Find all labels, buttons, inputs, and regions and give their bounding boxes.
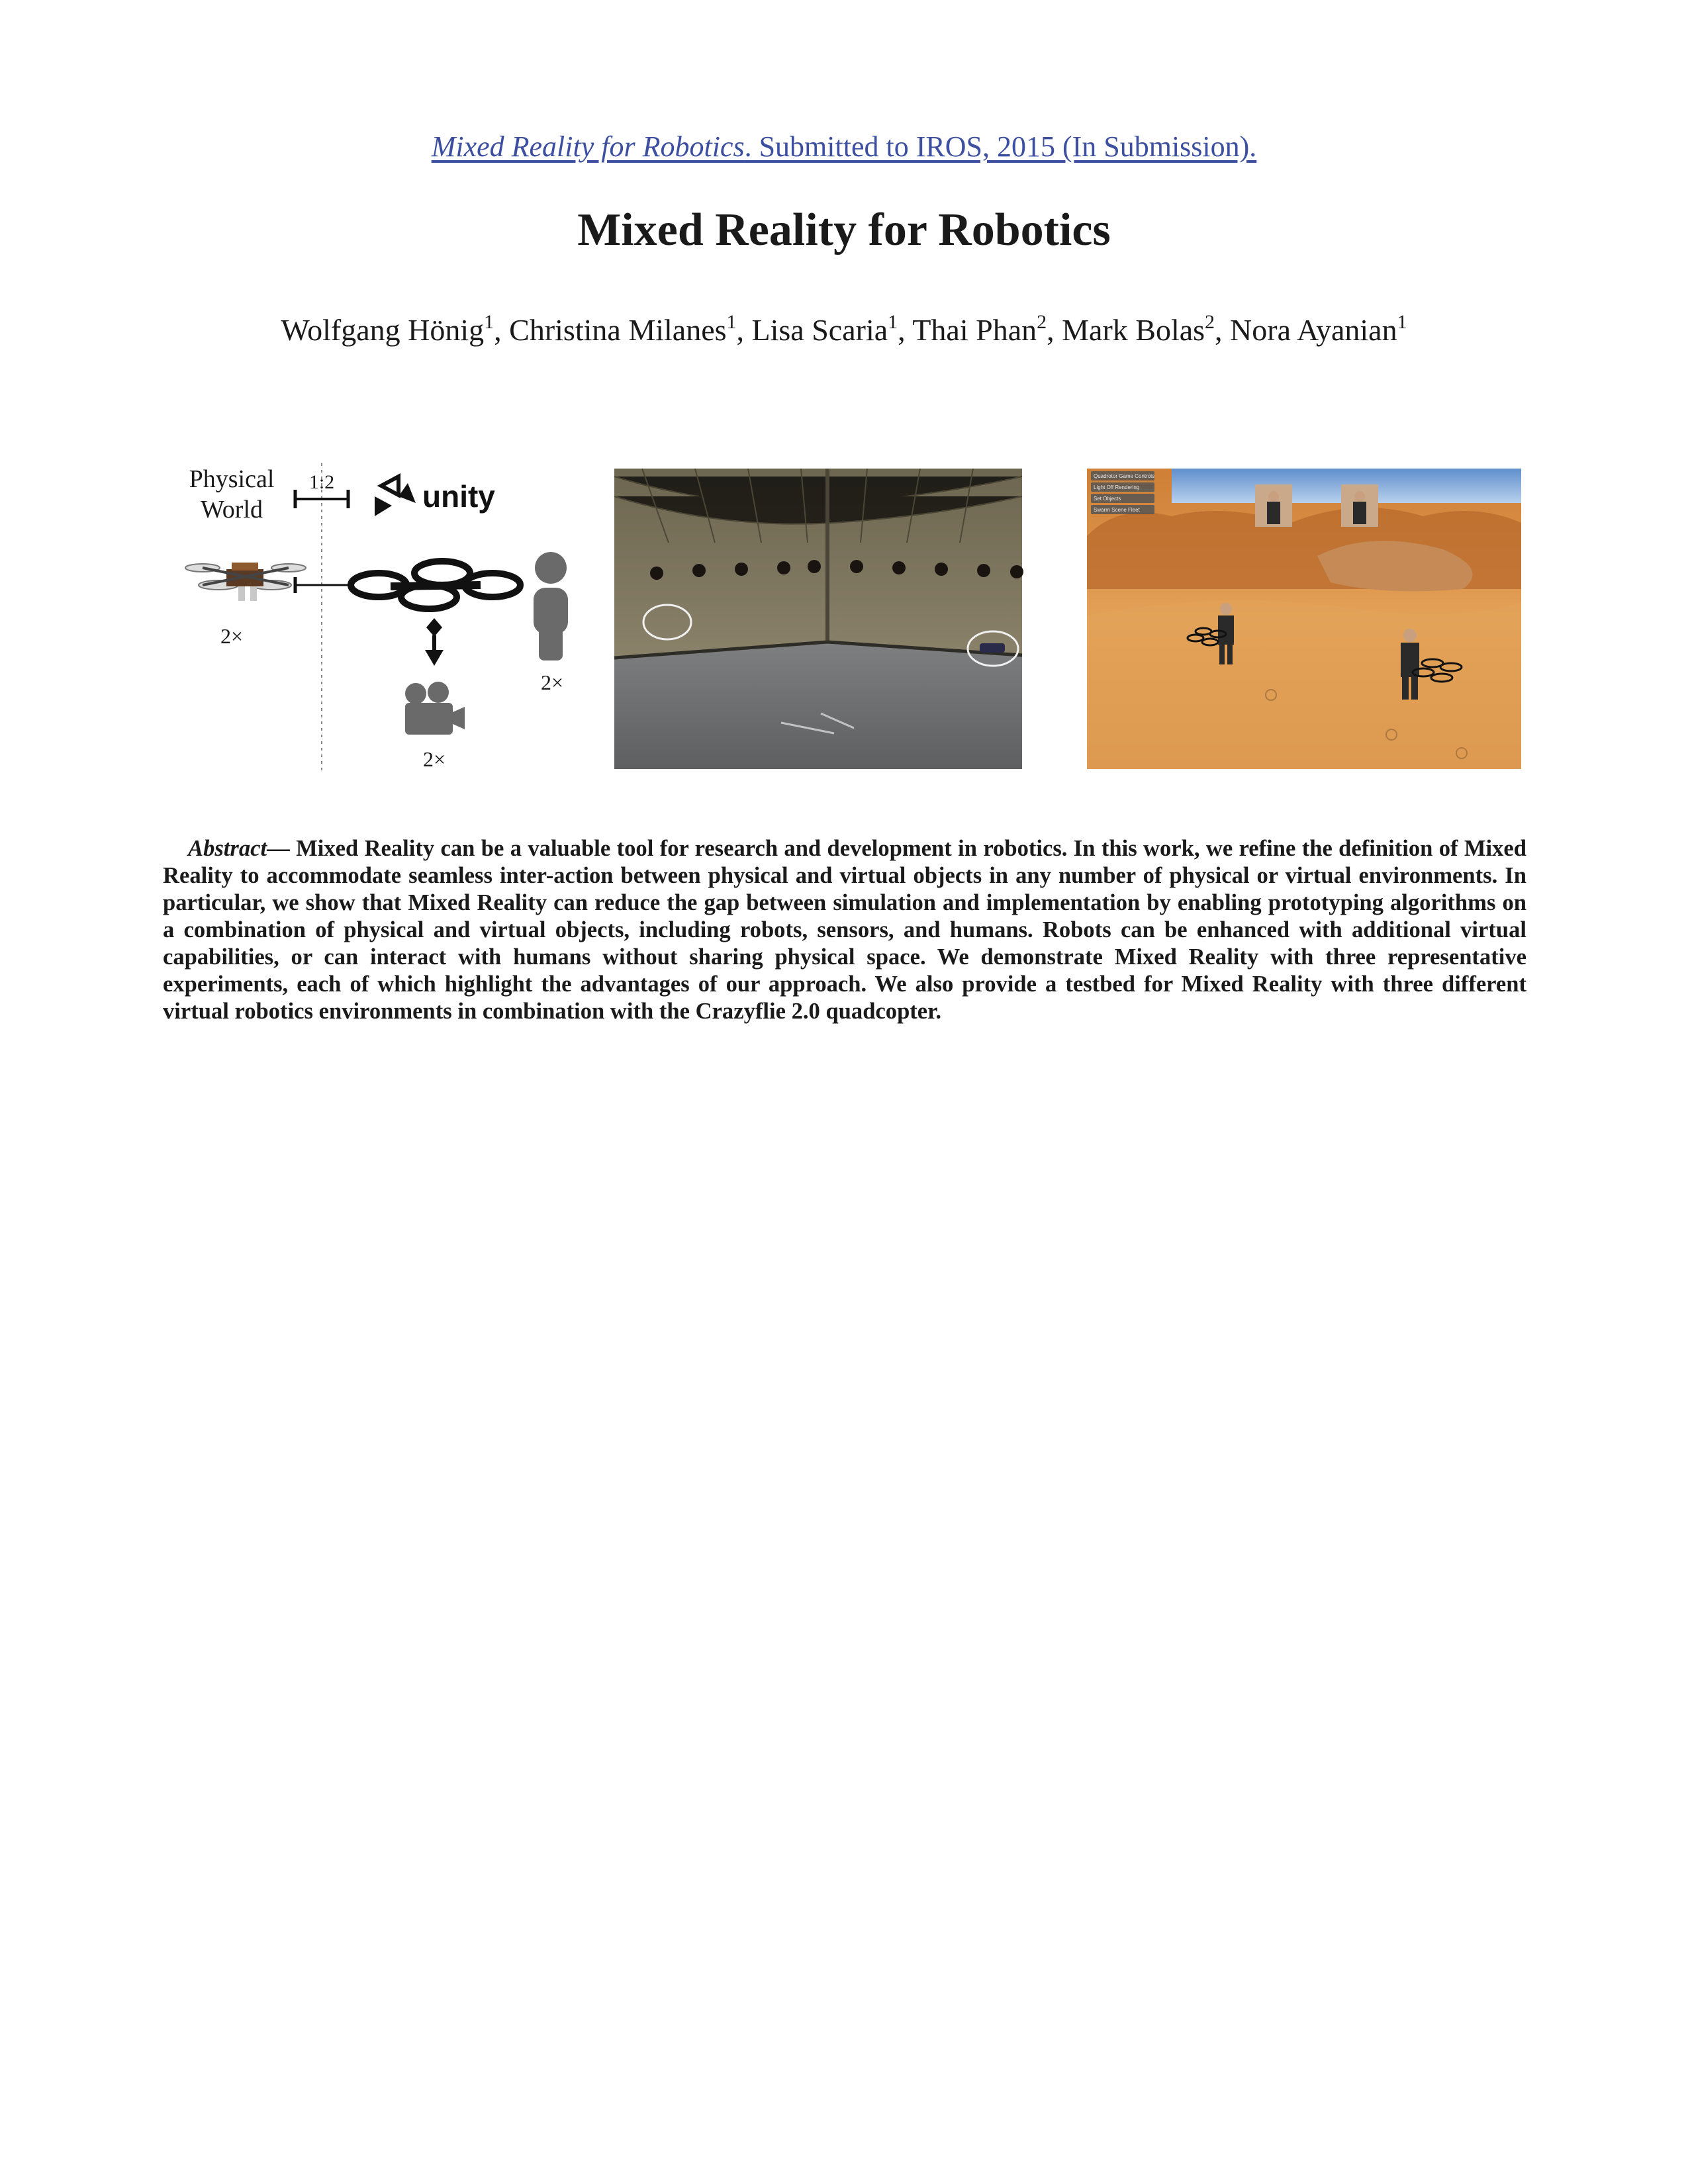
unity-logo xyxy=(375,477,495,516)
author: Wolfgang Hönig$^1$ xyxy=(281,311,494,347)
mixed-reality-diagram xyxy=(185,463,568,774)
virtual-quadcopter-icon xyxy=(351,561,520,609)
svg-text:Quadrotor Game Controls: Quadrotor Game Controls xyxy=(1094,473,1155,479)
physical-world-label: World xyxy=(200,496,263,523)
author: Mark Bolas$^2$ xyxy=(1062,311,1215,347)
person-count-label: 2× xyxy=(540,670,564,694)
unity-label: unity xyxy=(422,479,495,514)
crazyflie-drone-icon xyxy=(185,563,306,601)
author-list: Wolfgang Hönig$^1$, Christina Milanes$^1$, Lisa Scaria$^1$, Thai Phan$^2$, Mark Bolas$^2$, Nora Ayanian$^1$ xyxy=(281,311,1407,347)
author: Lisa Scaria$^1$ xyxy=(751,311,898,347)
citation-link[interactable] xyxy=(432,130,1257,163)
author: Thai Phan$^2$ xyxy=(912,311,1047,347)
author: Christina Milanes$^1$ xyxy=(509,311,737,347)
header-citation xyxy=(0,130,1688,163)
teaser-figure xyxy=(165,457,1529,781)
svg-text:Light Off Rendering: Light Off Rendering xyxy=(1094,484,1140,490)
camera-count-label: 2× xyxy=(422,747,446,771)
camera-icon xyxy=(405,682,465,735)
arrow-down-icon xyxy=(425,618,444,666)
author: Nora Ayanian$^1$ xyxy=(1230,311,1407,347)
abstract-label: Abstract xyxy=(188,836,267,861)
paper-title: Mixed Reality for Robotics xyxy=(577,205,1111,255)
scale-bar xyxy=(295,471,348,508)
drone-count-label: 2× xyxy=(220,624,244,648)
svg-text:Set Objects: Set Objects xyxy=(1094,496,1121,502)
virtual-environment-render xyxy=(1087,469,1521,769)
physical-world-label: Physical xyxy=(189,465,275,493)
citation-link-venue[interactable]: . Submitted to IROS, 2015 (In Submission). xyxy=(744,130,1257,163)
abstract xyxy=(163,835,1526,1025)
svg-text:Swarm Scene Fleet: Swarm Scene Fleet xyxy=(1094,507,1140,513)
citation-link-title[interactable]: Mixed Reality for Robotics xyxy=(431,130,745,163)
scale-label: 1:2 xyxy=(308,471,335,493)
lab-photo xyxy=(614,469,1023,769)
abstract-text: — Mixed Reality can be a valuable tool for research and development in robotics. In this work, we refine the definition of Mixed Reality to accommodate seamless inter-action between physical and virtual objects in any number of physical or virtual environments. In particular, we show that Mixed Reality can reduce the gap between simulation and implementation by enabling prototyping algorithms on a combination of physical and virtual objects, including robots, sensors, and humans. Robots can be enhanced with additional virtual capabilities, or can interact with humans without sharing physical space. We demonstrate Mixed Reality with three representative experiments, each of which highlight the advantages of our approach. We also provide a testbed for Mixed Reality with three different virtual robotics environments in combination with the Crazyflie 2.0 quadcopter. xyxy=(163,836,1526,1024)
person-icon xyxy=(534,552,568,660)
